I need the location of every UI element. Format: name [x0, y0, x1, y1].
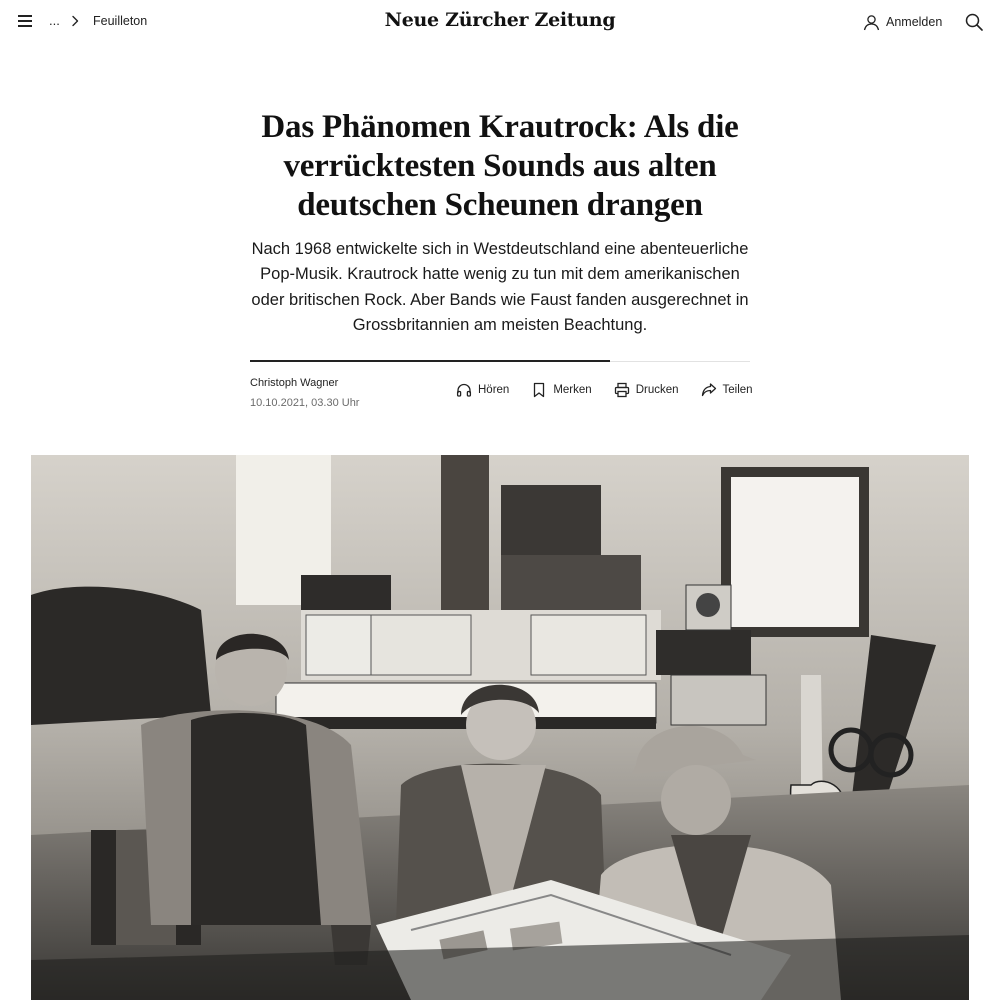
- article-actions: [456, 381, 753, 399]
- listen-button[interactable]: [456, 382, 509, 398]
- article-headline: Das Phänomen Krautrock: Als die verrücktesten Sounds aus alten deutschen Scheunen drangen: [261, 109, 739, 223]
- user-icon: [863, 14, 880, 31]
- site-header: [0, 0, 1000, 44]
- article-lead-photo[interactable]: [31, 455, 969, 1000]
- share-button[interactable]: [701, 382, 753, 398]
- reading-progress-bar: [250, 360, 610, 362]
- article-date: 10.10.2021, 03.30 Uhr: [250, 397, 360, 409]
- print-button[interactable]: [614, 382, 679, 398]
- site-logo[interactable]: Neue Zürcher Zeitung: [384, 9, 616, 31]
- print-label: Drucken: [635, 384, 679, 396]
- printer-icon: [614, 382, 630, 398]
- share-label: Teilen: [722, 384, 753, 396]
- listen-label: Hören: [478, 384, 510, 396]
- login-button[interactable]: [863, 12, 942, 32]
- breadcrumb-section-link[interactable]: Feuilleton: [93, 14, 148, 28]
- bookmark-label: Merken: [553, 384, 592, 396]
- headphones-icon: [456, 382, 472, 398]
- login-label: Anmelden: [886, 15, 943, 29]
- bookmark-icon: [531, 382, 547, 398]
- photo-illustration: [31, 455, 969, 1000]
- article-lead: Nach 1968 entwickelte sich in Westdeutschland eine abenteuerliche Pop-Musik. Krautrock hatte wenig zu tun mit dem amerikanischen oder britischen Rock. Aber Bands wie Faust fanden ausgerechnet in Grossbritannien am meisten Beachtung.: [251, 240, 749, 334]
- share-icon: [701, 382, 717, 398]
- article-author[interactable]: Christoph Wagner: [250, 377, 339, 389]
- search-icon[interactable]: [965, 13, 983, 31]
- bookmark-button[interactable]: [531, 382, 591, 398]
- breadcrumb-ellipsis[interactable]: ...: [49, 13, 60, 28]
